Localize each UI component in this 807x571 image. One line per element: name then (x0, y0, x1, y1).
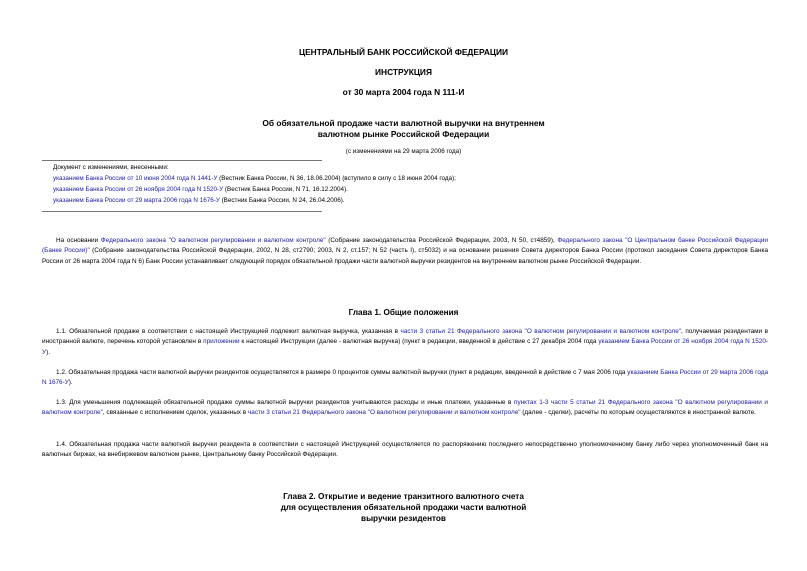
chapter2-title-line2: для осуществления обязательной продажи части валютной (280, 503, 527, 512)
chapter1-title: Глава 1. Общие положения (348, 308, 459, 317)
divider-top (42, 160, 322, 161)
change-link-1[interactable]: указанием Банка России от 10 июня 2004 года N 1441-У (53, 175, 218, 182)
preamble-paragraph: На основании Федерального закона "О валютном регулировании и валютном контроле" (Собрание законодательства Российской Федерации, 2003, N 50, ст4859), Федерального закона "О Центральном банке Российской Федерации (Банке России)" (Собрание законодательства Российской Федерации, 2002, N 28, ст2790; 2003, N 2, ст.157; N 52 (часть I), ст5032) и на основании решения Совета директоров Банка России (протокол заседания Совета директоров Банка России от 26 марта 2004 года N 6) Банк России устанавливает следующий порядок обязательной продажи части валютной выручки резидентов на внутреннем валютном рынке Российской Федерации. (42, 237, 768, 265)
doc-type: ИНСТРУКЦИЯ (375, 67, 432, 77)
changes-item: указанием Банка России от 26 ноября 2004 года N 1520-У (Вестник Банка России, N 71, 16.12.2004). (53, 186, 348, 193)
part3-art21-link[interactable]: части 3 статьи 21 Федерального закона "О валютном регулировании и валютном контроле" (400, 328, 682, 335)
changes-item: указанием Банка России от 29 марта 2006 года N 1676-У (Вестник Банка России, N 24, 26.04.2006). (53, 197, 345, 204)
changes-item: указанием Банка России от 10 июня 2004 года N 1441-У (Вестник Банка России, N 36, 18.06.2004) (вступило в силу с 18 июня 2004 года); (53, 175, 456, 182)
changes-intro: Документ с изменениями, внесенными: (53, 164, 169, 171)
changes-block (53, 162, 773, 206)
paragraph-1-4: 1.4. Обязательная продажа части валютной выручки резидента в соответствии с настоящей Инструкцией осуществляется по распоряжению последнего непосредственно уполномоченному банку либо через уполномоченный банк на валютных биржах, на внебиржевом валютном рынке, Центральному банку Российской Федерации. (42, 441, 768, 459)
chapter2-title-line1: Глава 2. Открытие и ведение транзитного валютного счета (283, 492, 524, 501)
appendix-link[interactable]: приложении (203, 338, 240, 346)
doc-title-line2: валютном рынке Российской Федерации (317, 129, 490, 139)
currency-law-link[interactable]: Федерального закона "О валютном регулировании и валютном контроле" (100, 237, 326, 244)
bank-name: ЦЕНТРАЛЬНЫЙ БАНК РОССИЙСКОЙ ФЕДЕРАЦИИ (298, 47, 509, 57)
central-bank-law-link[interactable]: Федерального закона "О Центральном банке Российской Федерации (Банке России)" (42, 237, 768, 255)
order-1520-link[interactable]: указанием Банка России от 26 ноября 2004 года N 1520-У (42, 338, 769, 356)
order-1676-link[interactable]: указанием Банка России от 29 марта 2006 года N 1676-У (42, 369, 769, 387)
paragraph-1-1: 1.1. Обязательной продаже в соответствии с настоящей Инструкцией подлежит валютная выручка, указанная в части 3 статьи 21 Федерального закона "О валютном регулировании и валютном контроле", получаемая резидентами в иностранной валюте, перечень которой установлен в приложении к настоящей Инструкции (далее - валютная выручка) (пункт в редакции, введенной в действие с 27 декабря 2004 года указанием Банка России от 26 ноября 2004 года N 1520-У). (42, 328, 769, 356)
items-1-3-part5-link[interactable]: пунктах 1-3 части 5 статьи 21 Федерального закона "О валютном регулировании и валютном контроле" (42, 399, 768, 417)
chapter2-title-line3: выручки резидентов (361, 514, 446, 523)
change-link-2[interactable]: указанием Банка России от 26 ноября 2004 года N 1520-У (53, 186, 224, 193)
revision-note: (с изменениями на 29 марта 2006 года) (345, 148, 462, 155)
part3-art21-link-2[interactable]: части 3 статьи 21 Федерального закона "О валютном регулировании и валютном контроле" (247, 409, 521, 417)
change-link-3[interactable]: указанием Банка России от 29 марта 2006 года N 1676-У (53, 197, 220, 204)
paragraph-1-2: 1.2. Обязательная продажа части валютной выручки резидентов осуществляется в размере 0 процентов суммы валютной выручки (пункт в редакции, введенной в действие с 7 мая 2006 года указанием Банка России от 29 марта 2006 года N 1676-У). (42, 369, 769, 387)
doc-title-line1: Об обязательной продаже части валютной выручки на внутреннем (262, 118, 545, 128)
divider-bottom (42, 211, 322, 212)
paragraph-1-3: 1.3. Для уменьшения подлежащей обязательной продаже суммы валютной выручки резидентов учитываются расходы и иные платежи, указанные в пунктах 1-3 части 5 статьи 21 Федерального закона "О валютном регулировании и валютном контроле", связанные с исполнением сделок, указанных в части 3 статьи 21 Федерального закона "О валютном регулировании и валютном контроле" (далее - сделки), расчеты по которым осуществляются в иностранной валюте. (42, 399, 768, 417)
doc-date-number: от 30 марта 2004 года N 111-И (342, 87, 465, 97)
